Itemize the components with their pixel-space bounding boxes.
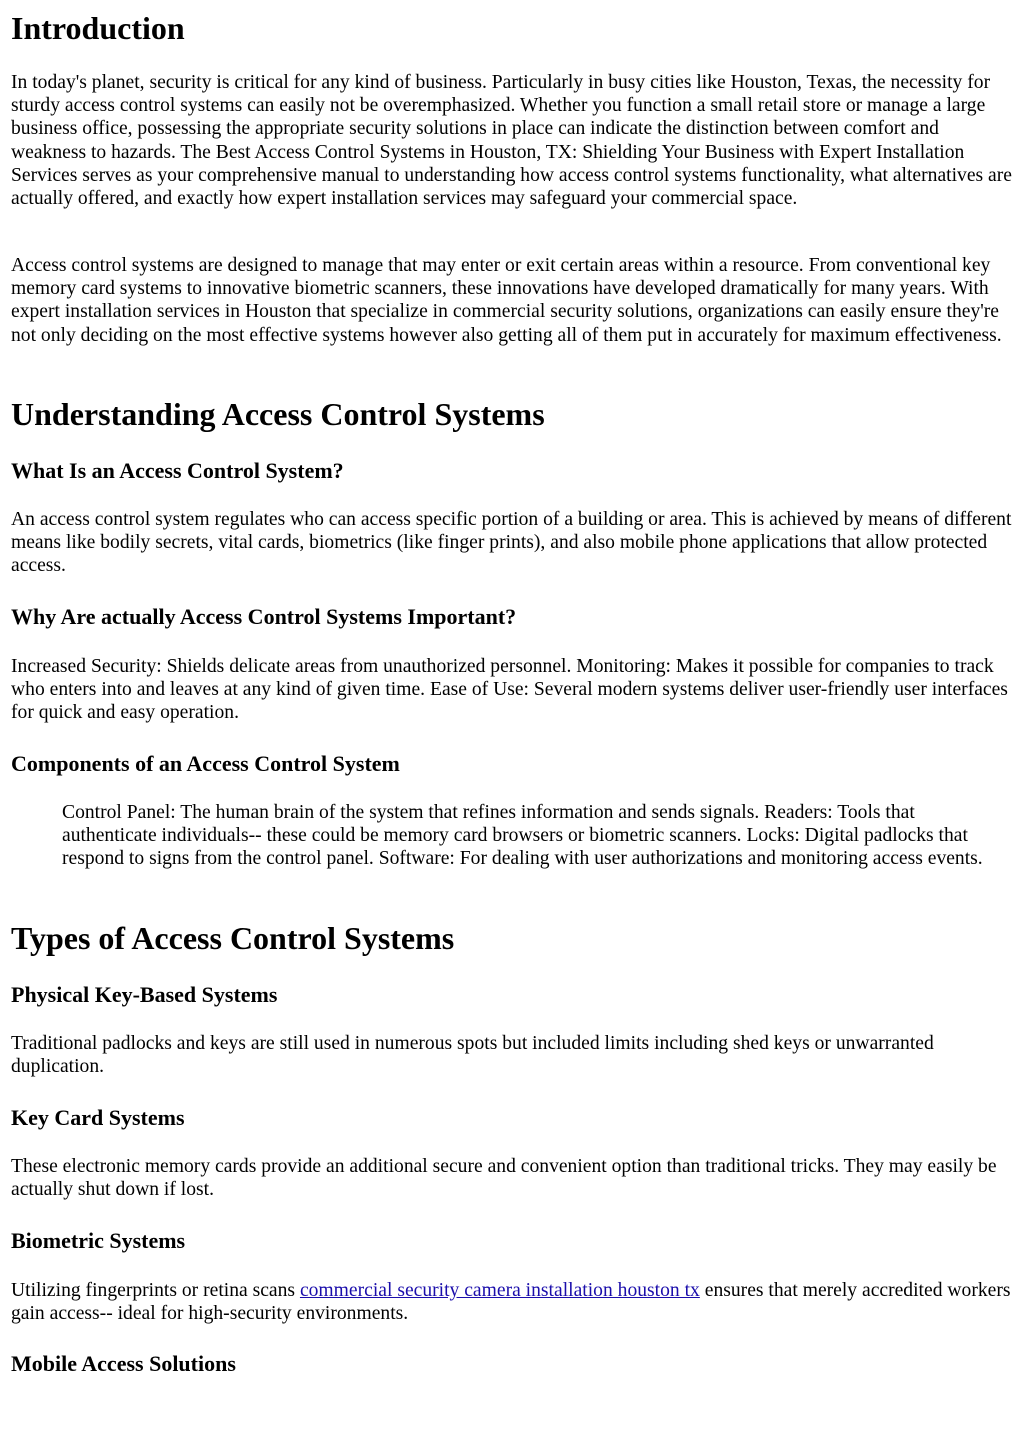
biometric-text-before: Utilizing fingerprints or retina scans (11, 1280, 300, 1301)
heading-introduction: Introduction (11, 10, 185, 46)
heading-types: Types of Access Control Systems (11, 920, 455, 956)
biometric-paragraph (11, 1279, 1016, 1325)
subheading-key-card: Key Card Systems (11, 1105, 185, 1130)
physical-key-paragraph: Traditional padlocks and keys are still used in numerous spots but included limits including shed keys or unwarranted duplication. (11, 1033, 934, 1078)
subheading-why-important: Why Are actually Access Control Systems Important? (11, 604, 517, 629)
subheading-components: Components of an Access Control System (11, 751, 400, 776)
intro-paragraph-1: In today's planet, security is critical for any kind of business. Particularly in busy cities like Houston, Texas, the necessity for sturdy access control systems can easily not be overemphasized. Whether you function a small retail store or manage a large business office, possessing the appropriate security solutions in place can indicate the distinction between comfort and weakness to hazards. The Best Access Control Systems in Houston, TX: Shielding Your Business with Expert Installation Services serves as your comprehensive manual to understanding how access control systems functionality, what alternatives are actually offered, and exactly how expert installation services may safeguard your commercial space. (11, 72, 1012, 210)
why-important-paragraph: Increased Security: Shields delicate areas from unauthorized personnel. Monitoring: Makes it possible for companies to track who enters into and leaves at any kind of given time. Ease of Use: Several modern systems deliver user-friendly user interfaces for quick and easy operation. (11, 656, 1008, 724)
biometric-text-after: ensures that merely accredited workers gain access-- ideal for high-security environments. (11, 1280, 1011, 1325)
what-is-paragraph: An access control system regulates who can access specific portion of a building or area. This is achieved by means of different means like bodily secrets, vital cards, biometrics (like finger prints), and also mobile phone applications that allow protected access. (11, 509, 1012, 577)
subheading-mobile-access: Mobile Access Solutions (11, 1351, 236, 1376)
subheading-physical-key: Physical Key-Based Systems (11, 982, 278, 1007)
intro-paragraph-2: Access control systems are designed to manage that may enter or exit certain areas within a resource. From conventional key memory card systems to innovative biometric scanners, these innovations have developed dramatically for many years. With expert installation services in Houston that specialize in commercial security solutions, organizations can easily ensure they're not only deciding on the most effective systems however also getting all of them put in accurately for maximum effectiveness. (11, 255, 1002, 346)
key-card-paragraph: These electronic memory cards provide an additional secure and convenient option than traditional tricks. They may easily be actually shut down if lost. (11, 1156, 997, 1201)
heading-understanding: Understanding Access Control Systems (11, 396, 545, 432)
components-blockquote: Control Panel: The human brain of the system that refines information and sends signals. Readers: Tools that authenticate individuals-- these could be memory card browsers or biometric scanners. Locks: Digital padlocks that respond to signs from the control panel. Software: For dealing with user authorizations and monitoring access events. (62, 802, 983, 870)
security-camera-link[interactable]: commercial security camera installation houston tx (299, 1280, 700, 1301)
subheading-what-is: What Is an Access Control System? (11, 458, 344, 483)
subheading-biometric: Biometric Systems (11, 1228, 186, 1253)
